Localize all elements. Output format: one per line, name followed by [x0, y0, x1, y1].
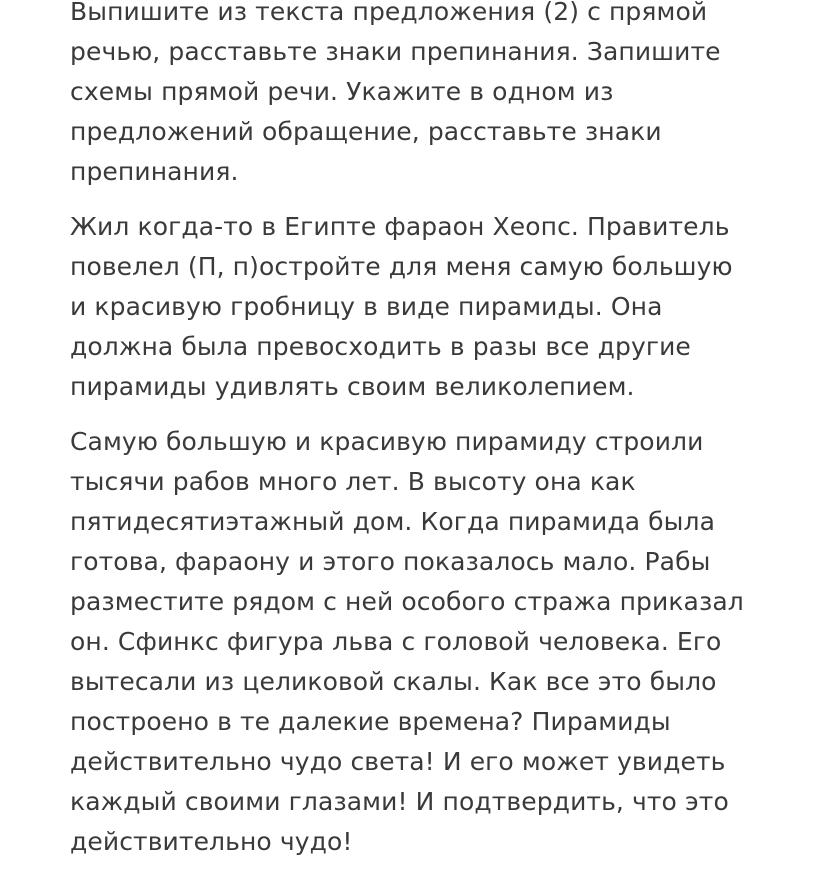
text-line: пятидесятиэтажный дом. Когда пирамида была: [70, 507, 716, 536]
task-instructions: [70, 0, 770, 192]
text-line: схемы прямой речи. Укажите в одном из: [70, 77, 614, 106]
text-line: должна была превосходить в разы все другие: [70, 332, 691, 361]
text-line: и красивую гробницу в виде пирамиды. Она: [70, 292, 663, 321]
text-line: повелел (П, п)остройте для меня самую большую: [70, 252, 733, 281]
text-paragraph-1: [70, 207, 770, 407]
text-line: речью, расставьте знаки препинания. Запишите: [70, 37, 721, 66]
text-line: Самую большую и красивую пирамиду строили: [70, 427, 704, 456]
text-line: Выпишите из текста предложения (2) с прямой: [70, 0, 708, 26]
text-line: действительно чудо света! И его может увидеть: [70, 747, 726, 776]
text-line: действительно чудо!: [70, 827, 353, 856]
text-line: пирамиды удивлять своим великолепием.: [70, 372, 635, 401]
text-line: вытесали из целиковой скалы. Как все это было: [70, 667, 717, 696]
document-body: [70, 0, 770, 877]
text-line: препинания.: [70, 157, 239, 186]
text-paragraph-2: [70, 422, 770, 862]
text-line: разместите рядом с ней особого стража приказал: [70, 587, 744, 616]
text-line: тысячи рабов много лет. В высоту она как: [70, 467, 636, 496]
text-line: Жил когда-то в Египте фараон Хеопс. Правитель: [70, 212, 730, 241]
text-line: построено в те далекие времена? Пирамиды: [70, 707, 671, 736]
text-line: он. Сфинкс фигура льва с головой человека. Его: [70, 627, 722, 656]
text-line: каждый своими глазами! И подтвердить, что это: [70, 787, 729, 816]
text-line: готова, фараону и этого показалось мало. Рабы: [70, 547, 711, 576]
text-line: предложений обращение, расставьте знаки: [70, 117, 662, 146]
